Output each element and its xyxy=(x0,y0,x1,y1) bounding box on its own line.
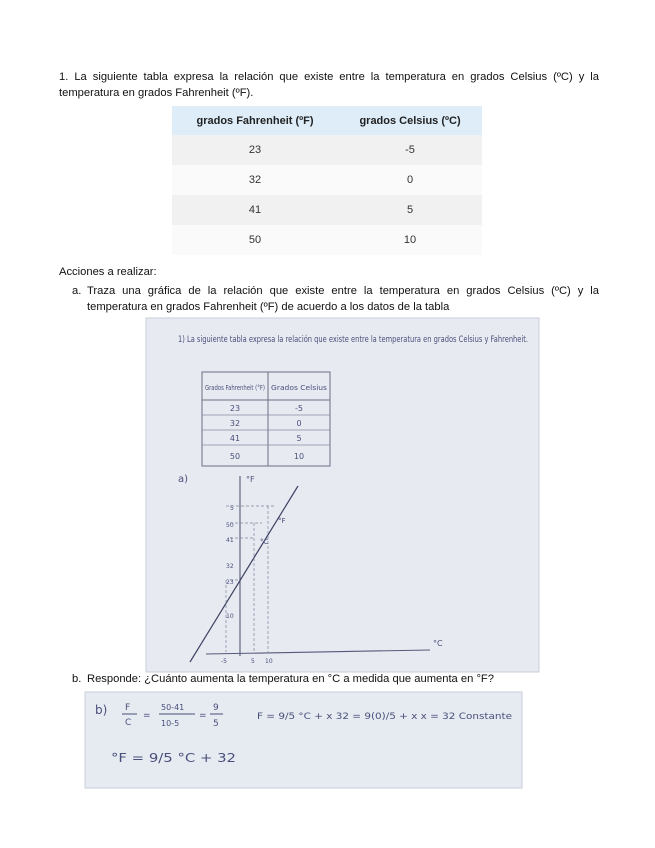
item-a-label: a. xyxy=(72,285,82,297)
hw-y-tick: 10 xyxy=(226,613,234,620)
hw-cell: 23 xyxy=(229,404,241,413)
table-row xyxy=(172,195,482,225)
hw-cell: 32 xyxy=(229,419,241,428)
hw-y-tick: 23 xyxy=(226,579,234,586)
hw-y-axis-label: °F xyxy=(246,475,255,484)
hw-frac2-den: 10-5 xyxy=(161,719,180,728)
hw-y-tick: 41 xyxy=(226,537,234,544)
hw-y-tick: 32 xyxy=(226,563,234,570)
hw-cell: 0 xyxy=(296,419,302,428)
hw-cell: 50 xyxy=(229,452,241,461)
item-a xyxy=(72,283,599,315)
hw-cell: -5 xyxy=(295,404,303,413)
hw-cell: 10 xyxy=(293,452,305,461)
cell-fahrenheit: 41 xyxy=(172,195,338,225)
hw-x-axis-label: °C xyxy=(433,639,443,648)
hw-equals: = xyxy=(143,711,151,721)
handwritten-graph-photo xyxy=(146,318,650,672)
item-b-text: Responde: ¿Cuánto aumenta la temperatura en °C a medida que aumenta en °F? xyxy=(87,673,494,685)
header-fahrenheit: grados Fahrenheit (ºF) xyxy=(172,106,338,135)
cell-fahrenheit: 50 xyxy=(172,225,338,255)
temperature-table xyxy=(172,106,482,255)
hw-y-tick: 5 xyxy=(230,505,234,512)
hw-equals: = xyxy=(199,711,207,721)
cell-celsius: 0 xyxy=(338,165,482,195)
actions-title: Acciones a realizar: xyxy=(59,266,157,278)
hw-y-tick: 50 xyxy=(226,522,234,529)
hw-header-c: Grados Celsius xyxy=(271,384,328,392)
hw-frac3-num: 9 xyxy=(213,703,219,713)
hw-equation-1: F = 9/5 °C + x 32 = 9(0)/5 + x x = 32 Constante xyxy=(257,712,513,722)
table-header-row xyxy=(172,106,482,135)
hw-label-c: °C xyxy=(260,538,269,546)
cell-celsius: 10 xyxy=(338,225,482,255)
hw-part-b: b) xyxy=(95,703,108,717)
hw-header-f: Grados Fahrenheit (°F) xyxy=(205,384,266,392)
cell-fahrenheit: 32 xyxy=(172,165,338,195)
item-b xyxy=(72,673,599,685)
hw-frac3-den: 5 xyxy=(213,719,219,729)
handwritten-answer-photo xyxy=(85,692,522,788)
paper-background xyxy=(85,692,522,788)
cell-celsius: 5 xyxy=(338,195,482,225)
hw-final-equation: °F = 9/5 °C + 32 xyxy=(111,751,236,765)
hw-cell: 41 xyxy=(229,434,241,443)
hw-cell: 5 xyxy=(296,434,302,443)
hw-part-a: a) xyxy=(178,474,189,485)
hw-heading: 1) La siguiente tabla expresa la relación que existe entre la temperatura en grados Celsius y Fahrenheit. xyxy=(178,335,650,345)
hw-frac1-num: F xyxy=(125,703,131,713)
item-b-label: b. xyxy=(72,673,82,685)
hw-x-tick: 5 xyxy=(251,658,255,665)
paper-background xyxy=(146,318,650,672)
hw-frac1-den: C xyxy=(125,718,132,728)
hw-x-tick: -5 xyxy=(221,658,227,665)
cell-celsius: -5 xyxy=(338,135,482,165)
cell-fahrenheit: 23 xyxy=(172,135,338,165)
intro-paragraph: 1. La siguiente tabla expresa la relación que existe entre la temperatura en grados Celsius (ºC) y la temperatura en grados Fahrenheit (ºF). xyxy=(59,71,599,100)
table-row xyxy=(172,225,482,255)
table-row xyxy=(172,135,482,165)
hw-label-f: °F xyxy=(278,517,286,525)
item-a-text: Traza una gráfica de la relación que existe entre la temperatura en grados Celsius (ºC) y la temperatura en grados Fahrenheit (ºF) de acuerdo a los datos de la tabla xyxy=(87,285,599,313)
header-celsius: grados Celsius (ºC) xyxy=(338,106,482,135)
table-row xyxy=(172,165,482,195)
hw-frac2-num: 50-41 xyxy=(161,703,185,712)
hw-x-tick: 10 xyxy=(265,658,273,665)
